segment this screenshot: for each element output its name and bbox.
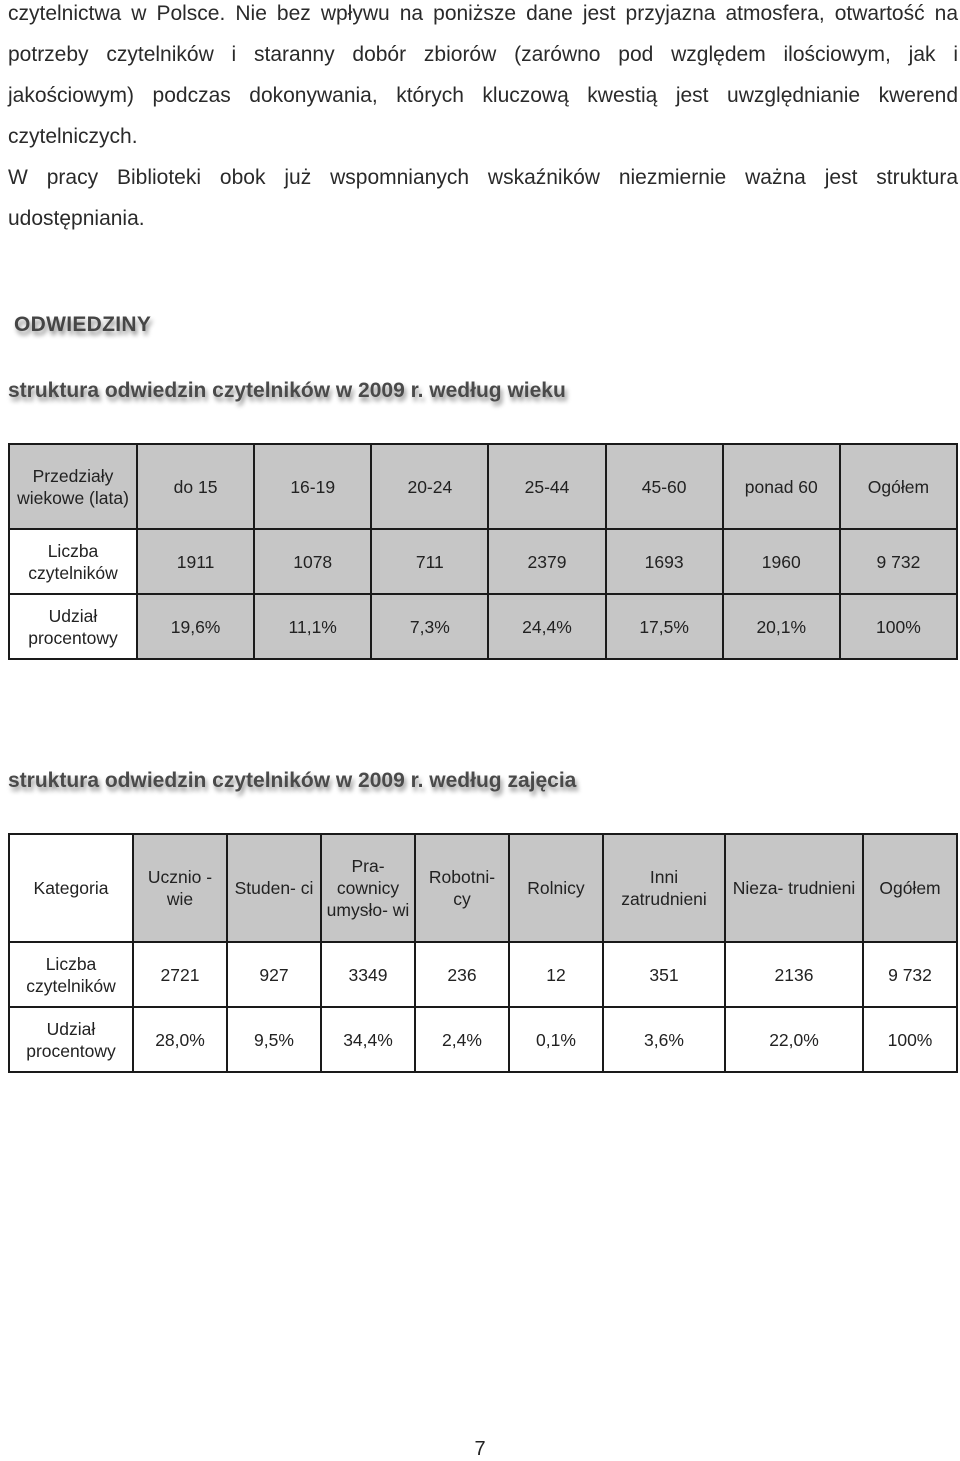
row-header-cell: Udział procentowy: [10, 595, 136, 658]
table-cell: 17,5%: [607, 595, 722, 658]
column-header-cell: 20-24: [372, 445, 487, 528]
table-header-row: [10, 445, 956, 528]
column-header-cell: Pra- cownicy umysło- wi: [322, 835, 414, 941]
column-header-cell: ponad 60: [724, 445, 839, 528]
occupation-structure-table: [8, 833, 958, 1073]
table-cell: 2136: [726, 943, 862, 1006]
column-header-cell: Nieza- trudnieni: [726, 835, 862, 941]
column-header-cell: 16-19: [255, 445, 370, 528]
table-cell: 9,5%: [228, 1008, 320, 1071]
table-cell: 236: [416, 943, 508, 1006]
table-cell: 1693: [607, 530, 722, 593]
column-header-cell: Ogółem: [864, 835, 956, 941]
row-header-cell: Liczba czytelników: [10, 530, 136, 593]
table-cell: 2379: [489, 530, 604, 593]
table-cell: 19,6%: [138, 595, 253, 658]
table-cell: 22,0%: [726, 1008, 862, 1071]
table-row: [10, 943, 956, 1006]
table-row: [10, 530, 956, 593]
age-table-title: struktura odwiedzin czytelników w 2009 r. według wieku: [8, 379, 566, 402]
table-cell: 2721: [134, 943, 226, 1006]
column-header-cell: do 15: [138, 445, 253, 528]
table-cell: 3,6%: [604, 1008, 724, 1071]
table-cell: 711: [372, 530, 487, 593]
table-cell: 1960: [724, 530, 839, 593]
table-row: [10, 1008, 956, 1071]
second-paragraph: W pracy Biblioteki obok już wspomnianych wskaźników niezmiernie ważna jest struktura udostępniania.: [8, 166, 958, 230]
table-row: [10, 595, 956, 658]
section-title: ODWIEDZINY: [14, 313, 152, 336]
column-header-cell: 25-44: [489, 445, 604, 528]
table-cell: 927: [228, 943, 320, 1006]
table-cell: 2,4%: [416, 1008, 508, 1071]
age-structure-table: [8, 443, 958, 660]
table-cell: 9 732: [841, 530, 956, 593]
table-cell: 34,4%: [322, 1008, 414, 1071]
column-header-cell: Rolnicy: [510, 835, 602, 941]
table-cell: 24,4%: [489, 595, 604, 658]
table-cell: 11,1%: [255, 595, 370, 658]
table-cell: 0,1%: [510, 1008, 602, 1071]
table-cell: 9 732: [864, 943, 956, 1006]
row-header-cell: Liczba czytelników: [10, 943, 132, 1006]
column-header-cell: Ogółem: [841, 445, 956, 528]
table-cell: 7,3%: [372, 595, 487, 658]
column-header-cell: Inni zatrudnieni: [604, 835, 724, 941]
table-cell: 28,0%: [134, 1008, 226, 1071]
row-header-cell: Przedziały wiekowe (lata): [10, 445, 136, 528]
occupation-table-title: struktura odwiedzin czytelników w 2009 r. według zajęcia: [8, 769, 577, 792]
intro-paragraph: czytelnictwa w Polsce. Nie bez wpływu na poniższe dane jest przyjazna atmosfera, otwartość na potrzeby czytelników i staranny dobór zbiorów (zarówno pod względem ilościowym, jak i jakościowym) podczas dokonywania, których kluczową kwestią jest uwzględnianie kwerend czytelniczych.: [8, 2, 958, 148]
table-cell: 100%: [864, 1008, 956, 1071]
table-cell: 1911: [138, 530, 253, 593]
page-number: 7: [474, 1438, 486, 1460]
row-header-cell: Udział procentowy: [10, 1008, 132, 1071]
column-header-cell: Robotni- cy: [416, 835, 508, 941]
table-cell: 20,1%: [724, 595, 839, 658]
table-cell: 12: [510, 943, 602, 1006]
table-cell: 3349: [322, 943, 414, 1006]
column-header-cell: Ucznio -wie: [134, 835, 226, 941]
column-header-cell: 45-60: [607, 445, 722, 528]
table-cell: 351: [604, 943, 724, 1006]
table-cell: 1078: [255, 530, 370, 593]
row-header-cell: Kategoria: [10, 835, 132, 941]
table-header-row: [10, 835, 956, 941]
table-cell: 100%: [841, 595, 956, 658]
column-header-cell: Studen- ci: [228, 835, 320, 941]
